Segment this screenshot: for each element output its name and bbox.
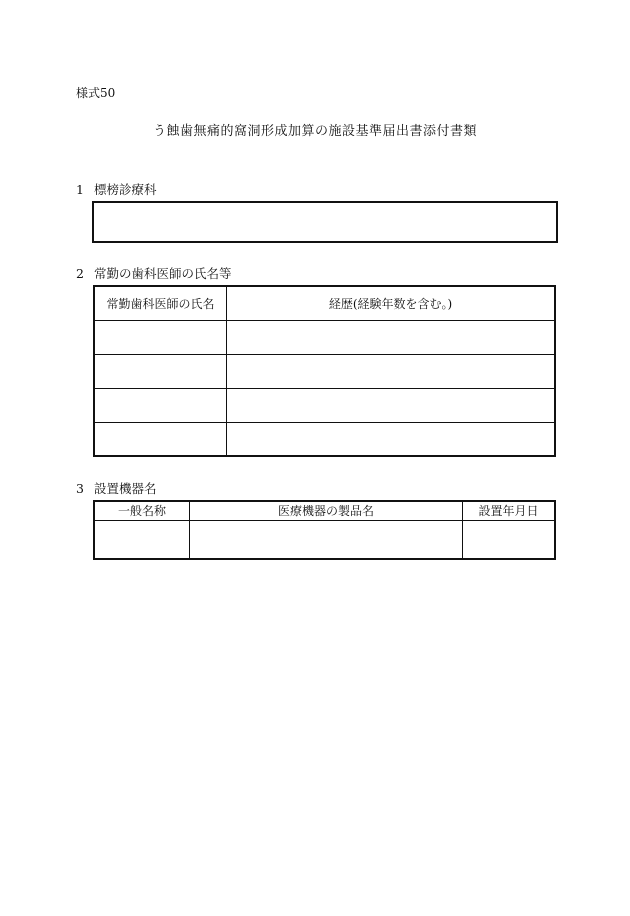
section-1-heading [76,180,157,198]
dentist-table [93,285,556,457]
table-row [94,422,555,456]
dentist-name-cell[interactable] [94,320,227,354]
column-header-install-date: 設置年月日 [463,501,556,520]
section-2-heading [76,264,232,282]
form-number: 様式50 [76,86,116,100]
table-header-row [94,501,555,520]
table-row [94,320,555,354]
table-row [94,388,555,422]
section-2-title: 常勤の歯科医師の氏名等 [94,266,232,281]
dentist-name-cell[interactable] [94,422,227,456]
table-header-row [94,286,555,320]
department-field[interactable] [92,201,558,243]
table-row [94,520,555,559]
section-2-number: 2 [76,266,84,281]
column-header-generic-name: 一般名称 [94,501,190,520]
career-cell[interactable] [227,388,556,422]
dentist-name-cell[interactable] [94,388,227,422]
document-title: う蝕歯無痛的窩洞形成加算の施設基準届出書添付書類 [152,124,477,139]
table-row [94,354,555,388]
section-3-number: 3 [76,481,84,496]
career-cell[interactable] [227,354,556,388]
equipment-table [93,500,556,560]
section-1-title: 標榜診療科 [94,182,157,197]
career-cell[interactable] [227,422,556,456]
column-header-career: 経歴(経験年数を含む。) [227,286,556,320]
career-cell[interactable] [227,320,556,354]
dentist-name-cell[interactable] [94,354,227,388]
generic-name-cell[interactable] [94,520,190,559]
section-1-number: 1 [76,182,84,197]
section-3-heading [76,479,157,497]
section-3-title: 設置機器名 [94,481,157,496]
column-header-dentist-name: 常勤歯科医師の氏名 [94,286,227,320]
column-header-product-name: 医療機器の製品名 [190,501,463,520]
install-date-cell[interactable] [463,520,556,559]
product-name-cell[interactable] [190,520,463,559]
